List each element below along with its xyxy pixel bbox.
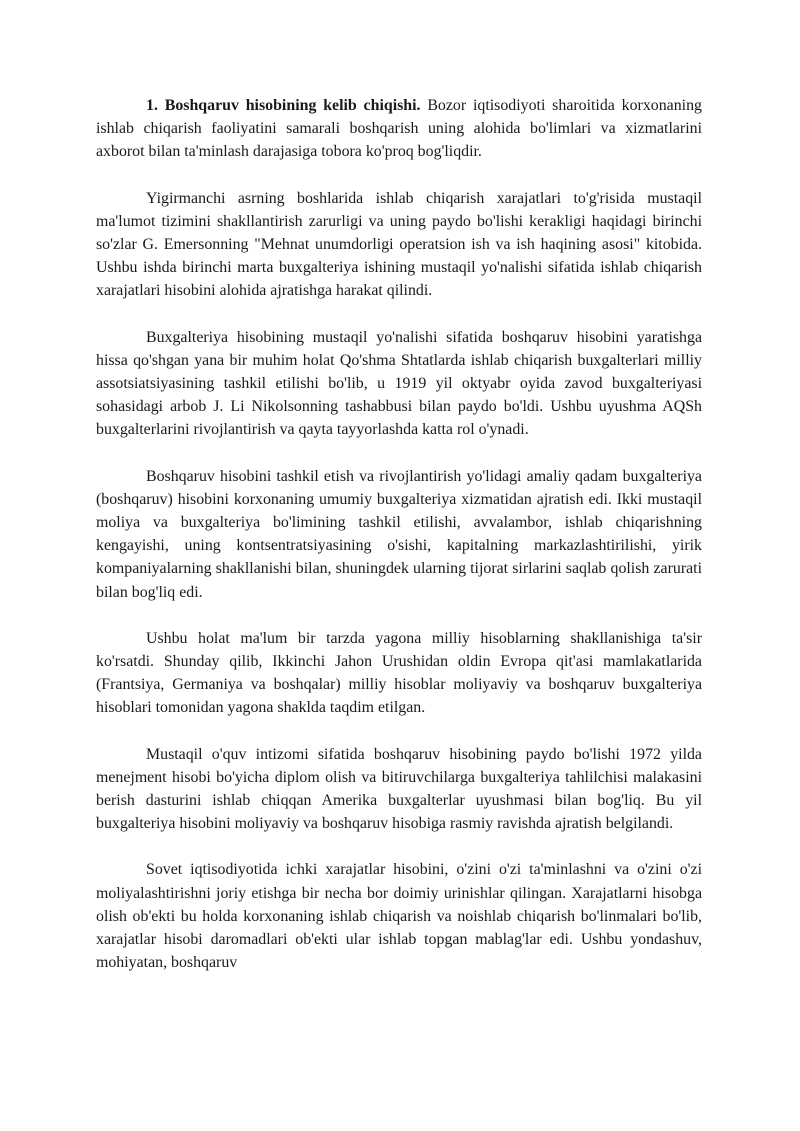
paragraph-4: Boshqaruv hisobini tashkil etish va rivojlantirish yo'lidagi amaliy qadam buxgalteriya (boshqaruv) hisobini korxonaning umumiy buxgalteriya xizmatidan ajratish edi. Ikki mustaqil moliya va buxgalteriya bo'limining tashkil etilishi, avvalambor, ishlab chiqarishning kengayishi, uning kontsentratsiyasining o'sishi, kapitalning markazlashtirilishi, yirik kompaniyalarning shakllanishi bilan, shuningdek ularning tijorat sirlarini saqlab qolish zarurati bilan bog'liq edi. xyxy=(96,467,702,601)
paragraph-1-text: Bozor iqtisodiyoti sharoitida korxonaning ishlab chiqarish faoliyatini samarali boshqarish uning alohida bo'limlari va xizmatlarini axborot bilan ta'minlash darajasiga tobora ko'proq bog'liqdir. xyxy=(96,97,702,161)
paragraph-1 xyxy=(96,94,702,164)
paragraph-5: Ushbu holat ma'lum bir tarzda yagona milliy hisoblarning shakllanishiga ta'sir ko'rsatdi. Shunday qilib, Ikkinchi Jahon Urushidan oldin Evropa qit'asi mamlakatlarida (Frantsiya, Germaniya va boshqalar) milliy hisoblar moliyaviy va boshqaruv buxgalteriya hisoblari tomonidan yagona shaklda taqdim etilgan. xyxy=(96,629,702,717)
paragraph-7: Sovet iqtisodiyotida ichki xarajatlar hisobini, o'zini o'zi ta'minlashni va o'zini o'zi moliyalashtirishni joriy etishga bir necha bor doimiy urinishlar qilingan. Xarajatlarni hisobga olish ob'ekti bu holda korxonaning ishlab chiqarish va noishlab chiqarish bo'linmalari bo'lib, xarajatlar hisobi daromadlari ob'ekti ular ishlab topgan mablag'lar edi. Ushbu yondashuv, mohiyatan, boshqaruv xyxy=(96,861,702,972)
document-body xyxy=(96,94,702,998)
paragraph-3: Buxgalteriya hisobining mustaqil yo'nalishi sifatida boshqaruv hisobini yaratishga hissa qo'shgan yana bir muhim holat Qo'shma Shtatlarda ishlab chiqarish buxgalterlari milliy assotsiatsiyasining tashkil etilishi bo'lib, u 1919 yil oktyabr oyida zavod buxgalteriyasi sohasidagi arbob J. Li Nikolsonning tashabbusi bilan paydo bo'ldi. Ushbu uyushma AQSh buxgalterlarini rivojlantirish va qayta tayyorlashda katta rol o'ynadi. xyxy=(96,328,702,439)
paragraph-6: Mustaqil o'quv intizomi sifatida boshqaruv hisobining paydo bo'lishi 1972 yilda menejment hisobi bo'yicha diplom olish va bitiruvchilarga buxgalteriya tahlilchisi malakasini berish dasturini ishlab chiqqan Amerika buxgalterlar uyushmasi bilan bog'liq. Bu yil buxgalteriya hisobini moliyaviy va boshqaruv hisobiga rasmiy ravishda ajratish belgilandi. xyxy=(96,745,702,833)
section-heading: 1. Boshqaruv hisobining kelib chiqishi. xyxy=(146,97,421,114)
paragraph-2: Yigirmanchi asrning boshlarida ishlab chiqarish xarajatlari to'g'risida mustaqil ma'lumot tizimini shakllantirish zarurligi va uning paydo bo'lishi kerakligi haqidagi birinchi so'zlar G. Emersonning "Mehnat unumdorligi operatsion ish va ish haqining asosi" kitobida. Ushbu ishda birinchi marta buxgalteriya ishining mustaqil yo'nalishi sifatida ishlab chiqarish xarajatlari hisobini alohida ajratishga harakat qilindi. xyxy=(96,189,702,300)
